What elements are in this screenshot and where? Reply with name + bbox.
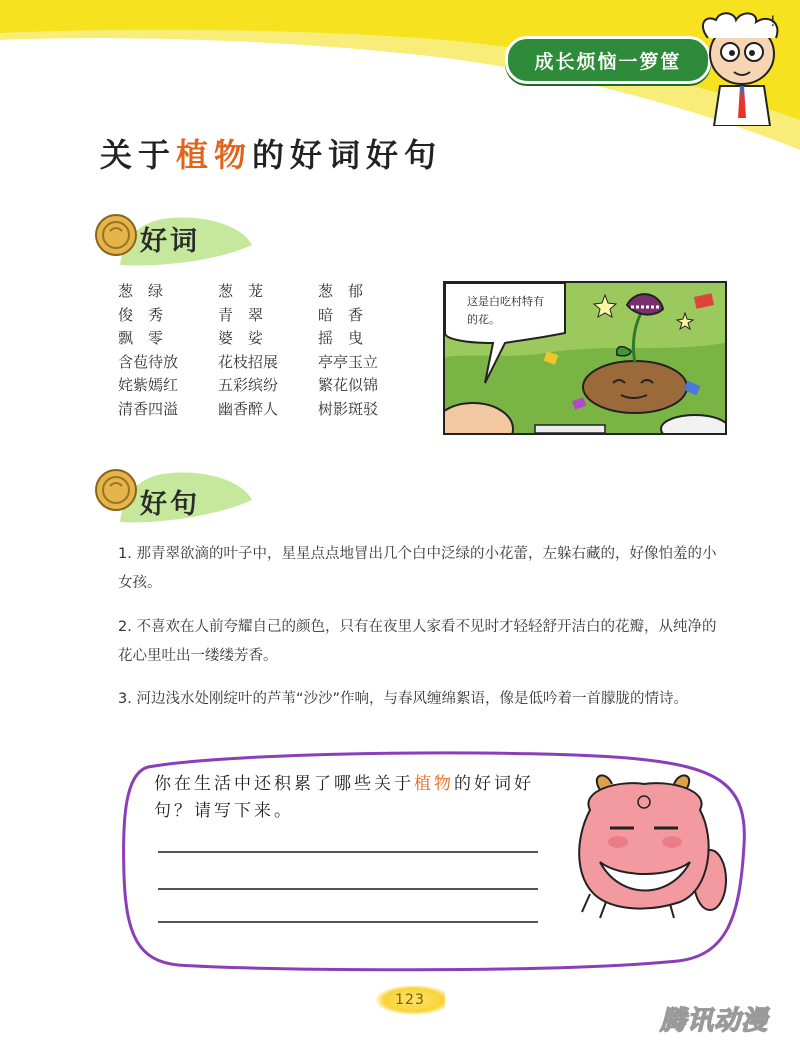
good-words-label: 好词 [140, 226, 200, 257]
word-row [118, 304, 418, 328]
sentence-item: 2. 不喜欢在人前夸耀自己的颜色，只有在夜里人家看不见时才轻轻舒开洁白的花瓣，从纯净的花心里吐出一缕缕芳香。 [118, 618, 717, 664]
watermark-logo: 腾讯动漫 [660, 1006, 769, 1036]
word: 姹紫嫣红 [118, 376, 179, 394]
word-row [118, 351, 418, 375]
word: 含苞待放 [118, 352, 179, 371]
word: 幽香醉人 [218, 399, 279, 418]
word-row [118, 280, 418, 304]
series-tab: 成长烦恼一箩筐 [505, 36, 711, 84]
word: 树影斑驳 [318, 399, 379, 418]
word: 五彩缤纷 [218, 376, 279, 394]
title-highlight: 植物 [176, 136, 253, 174]
svg-text:!: ! [770, 14, 776, 30]
word: 葱 绿 [118, 282, 164, 300]
good-sentences-heading [92, 460, 262, 530]
cow-character [560, 770, 730, 920]
prompt-prefix: 你在生活中还积累了哪些关于 [154, 774, 414, 794]
good-sentences-label: 好句 [140, 489, 200, 520]
word: 俊 秀 [118, 305, 164, 324]
prompt-suffix: 的好词好句？请写下来。 [154, 774, 534, 821]
exercise-prompt [154, 771, 554, 825]
prompt-highlight: 植物 [414, 774, 454, 794]
word-row [118, 374, 418, 398]
comic-panel [443, 281, 727, 435]
answer-line[interactable] [158, 888, 538, 890]
word: 青 翠 [218, 305, 264, 324]
title-prefix: 关于 [100, 136, 177, 174]
word: 暗 香 [318, 305, 364, 324]
word: 葱 郁 [318, 282, 364, 300]
word: 花枝招展 [218, 352, 279, 371]
word: 婆 娑 [218, 329, 264, 347]
page-number: 123 [375, 985, 445, 1015]
good-sentences-list [118, 540, 728, 725]
word-row [118, 398, 418, 422]
word: 葱 茏 [218, 282, 264, 300]
sentence-item: 1. 那青翠欲滴的叶子中，星星点点地冒出几个白中泛绿的小花蕾，左躲右藏的，好像怕羞的小女孩。 [118, 546, 717, 591]
sentence-item: 3. 河边浅水处刚绽叶的芦苇“沙沙”作响，与春风缠绵絮语，像是低吟着一首朦胧的情诗。 [118, 691, 688, 707]
good-words-list [118, 280, 418, 421]
good-words-heading [92, 205, 262, 275]
word: 摇 曳 [318, 329, 364, 347]
answer-line[interactable] [158, 851, 538, 853]
word: 飘 零 [118, 329, 164, 347]
word: 清香四溢 [118, 399, 179, 418]
word: 亭亭玉立 [318, 352, 379, 371]
page-title [100, 130, 442, 176]
word-row [118, 327, 418, 351]
title-suffix: 的好词好句 [252, 136, 443, 174]
answer-line[interactable] [158, 921, 538, 923]
comic-speech-text: 这是白吃村特有的花。 [467, 295, 544, 326]
word: 繁花似锦 [318, 376, 379, 394]
professor-character [690, 8, 795, 126]
